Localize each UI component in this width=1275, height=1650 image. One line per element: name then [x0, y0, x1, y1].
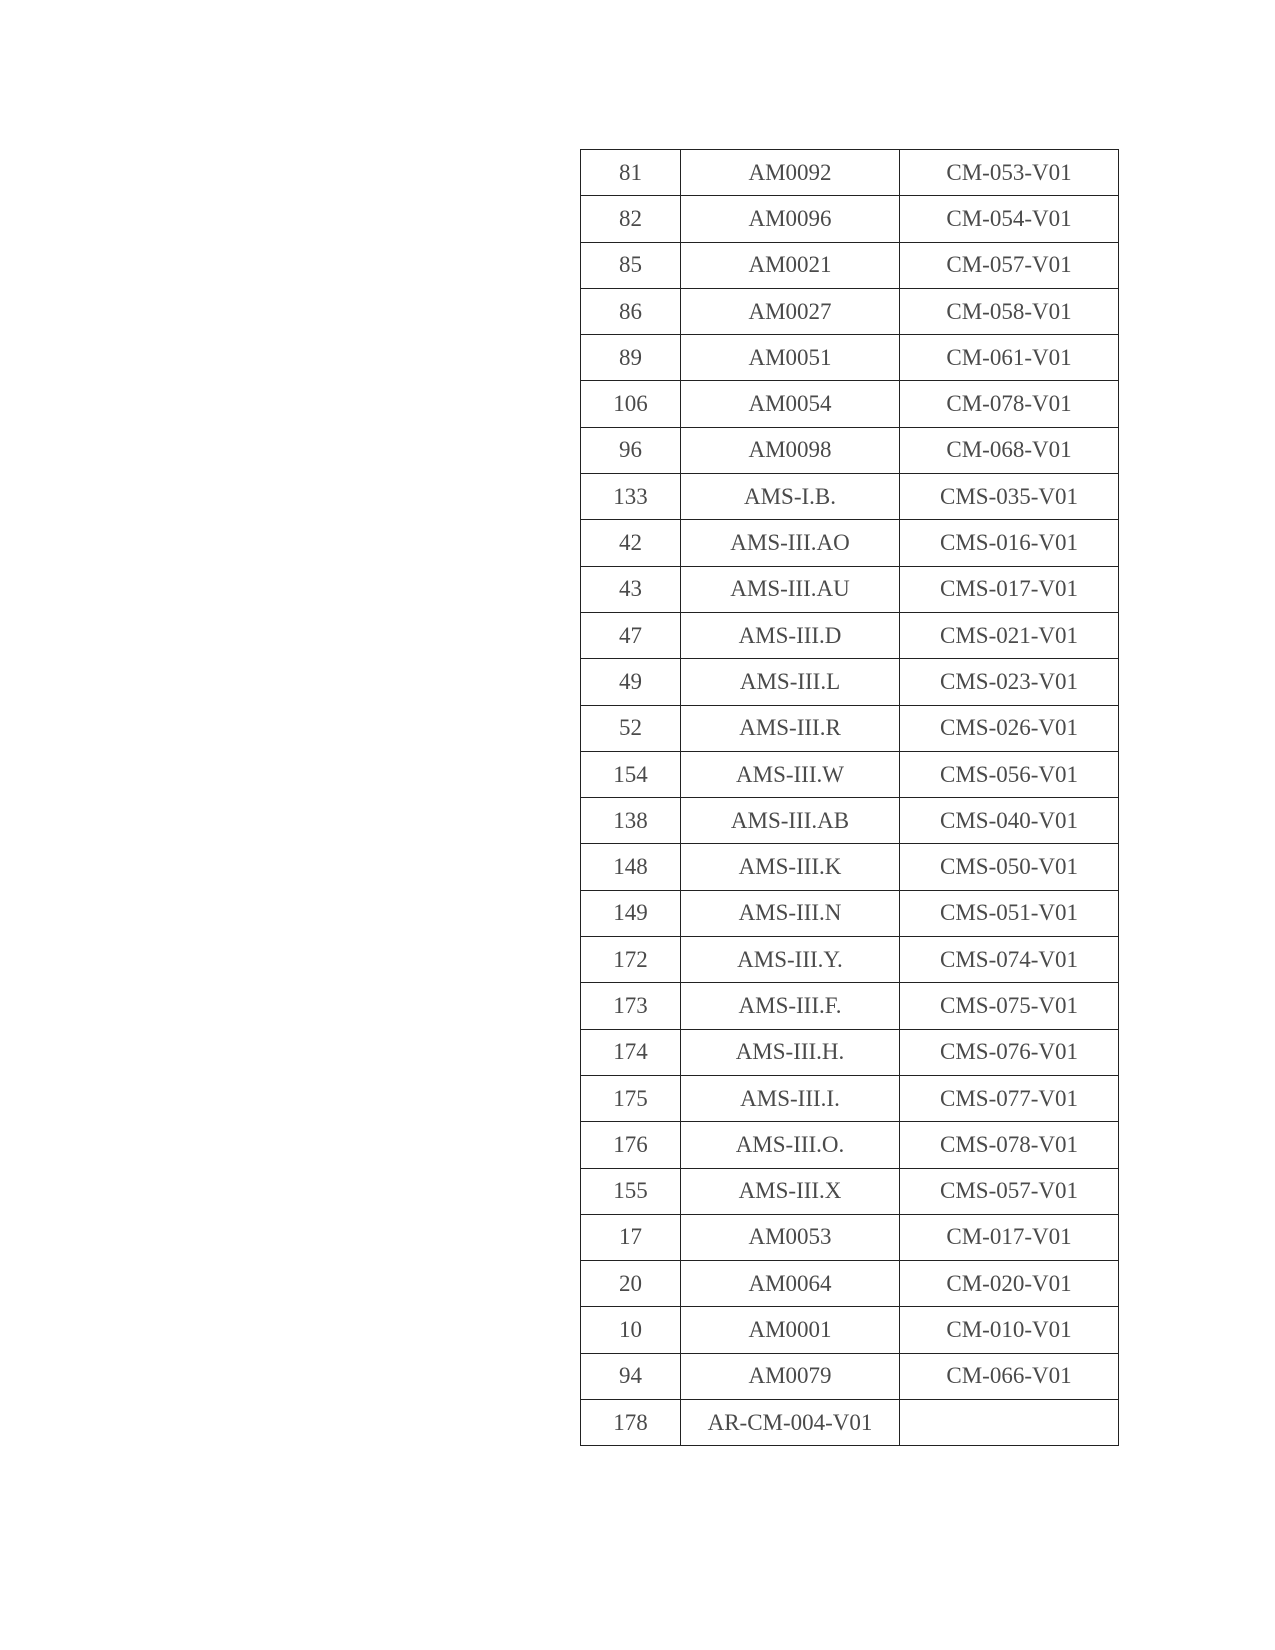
methodology-code-cell: AMS-III.H.: [681, 1029, 900, 1075]
methodology-code-cell: AMS-III.AO: [681, 520, 900, 566]
consolidated-code-cell: CMS-040-V01: [900, 798, 1119, 844]
methodology-table: [580, 149, 1119, 1446]
methodology-code-cell: AM0053: [681, 1214, 900, 1260]
consolidated-code-cell: CM-017-V01: [900, 1214, 1119, 1260]
consolidated-code-cell: CM-078-V01: [900, 381, 1119, 427]
table-row: [581, 890, 1119, 936]
row-number-cell: 148: [581, 844, 681, 890]
methodology-code-cell: AMS-III.X: [681, 1168, 900, 1214]
row-number-cell: 155: [581, 1168, 681, 1214]
table-row: [581, 335, 1119, 381]
consolidated-code-cell: CMS-077-V01: [900, 1075, 1119, 1121]
row-number-cell: 133: [581, 474, 681, 520]
consolidated-code-cell: CMS-026-V01: [900, 705, 1119, 751]
row-number-cell: 81: [581, 150, 681, 196]
methodology-code-cell: AMS-III.AB: [681, 798, 900, 844]
consolidated-code-cell: CM-054-V01: [900, 196, 1119, 242]
table-row: [581, 1029, 1119, 1075]
table-row: [581, 566, 1119, 612]
table-row: [581, 1214, 1119, 1260]
table-row: [581, 705, 1119, 751]
table-row: [581, 1261, 1119, 1307]
row-number-cell: 86: [581, 288, 681, 334]
consolidated-code-cell: CMS-076-V01: [900, 1029, 1119, 1075]
table-row: [581, 659, 1119, 705]
row-number-cell: 175: [581, 1075, 681, 1121]
row-number-cell: 43: [581, 566, 681, 612]
row-number-cell: 20: [581, 1261, 681, 1307]
row-number-cell: 138: [581, 798, 681, 844]
table-row: [581, 798, 1119, 844]
consolidated-code-cell: CM-010-V01: [900, 1307, 1119, 1353]
consolidated-code-cell: CMS-075-V01: [900, 983, 1119, 1029]
consolidated-code-cell: CMS-057-V01: [900, 1168, 1119, 1214]
consolidated-code-cell: CMS-074-V01: [900, 937, 1119, 983]
consolidated-code-cell: CMS-017-V01: [900, 566, 1119, 612]
row-number-cell: 47: [581, 612, 681, 658]
table-row: [581, 288, 1119, 334]
table-row: [581, 427, 1119, 473]
consolidated-code-cell: CMS-035-V01: [900, 474, 1119, 520]
table-row: [581, 381, 1119, 427]
methodology-code-cell: AMS-III.Y.: [681, 937, 900, 983]
table-row: [581, 1353, 1119, 1399]
table-row: [581, 612, 1119, 658]
table-row: [581, 751, 1119, 797]
methodology-code-cell: AMS-III.I.: [681, 1075, 900, 1121]
consolidated-code-cell: CMS-050-V01: [900, 844, 1119, 890]
consolidated-code-cell: CMS-056-V01: [900, 751, 1119, 797]
row-number-cell: 96: [581, 427, 681, 473]
table-row: [581, 1075, 1119, 1121]
consolidated-code-cell: CMS-016-V01: [900, 520, 1119, 566]
table-row: [581, 1168, 1119, 1214]
row-number-cell: 17: [581, 1214, 681, 1260]
consolidated-code-cell: CM-053-V01: [900, 150, 1119, 196]
consolidated-code-cell: CMS-078-V01: [900, 1122, 1119, 1168]
row-number-cell: 89: [581, 335, 681, 381]
methodology-code-cell: AM0096: [681, 196, 900, 242]
table-row: [581, 520, 1119, 566]
methodology-code-cell: AMS-III.W: [681, 751, 900, 797]
methodology-code-cell: AMS-I.B.: [681, 474, 900, 520]
methodology-code-cell: AM0001: [681, 1307, 900, 1353]
row-number-cell: 174: [581, 1029, 681, 1075]
consolidated-code-cell: CMS-021-V01: [900, 612, 1119, 658]
consolidated-code-cell: CM-066-V01: [900, 1353, 1119, 1399]
methodology-code-cell: AM0092: [681, 150, 900, 196]
methodology-code-cell: AM0021: [681, 242, 900, 288]
consolidated-code-cell: [900, 1400, 1119, 1446]
row-number-cell: 10: [581, 1307, 681, 1353]
row-number-cell: 172: [581, 937, 681, 983]
consolidated-code-cell: CMS-023-V01: [900, 659, 1119, 705]
table-row: [581, 150, 1119, 196]
row-number-cell: 106: [581, 381, 681, 427]
methodology-code-cell: AMS-III.N: [681, 890, 900, 936]
methodology-code-cell: AMS-III.K: [681, 844, 900, 890]
row-number-cell: 176: [581, 1122, 681, 1168]
consolidated-code-cell: CM-020-V01: [900, 1261, 1119, 1307]
consolidated-code-cell: CM-058-V01: [900, 288, 1119, 334]
row-number-cell: 82: [581, 196, 681, 242]
consolidated-code-cell: CM-057-V01: [900, 242, 1119, 288]
consolidated-code-cell: CM-061-V01: [900, 335, 1119, 381]
row-number-cell: 42: [581, 520, 681, 566]
methodology-code-cell: AMS-III.D: [681, 612, 900, 658]
table-row: [581, 844, 1119, 890]
table-row: [581, 983, 1119, 1029]
table-row: [581, 242, 1119, 288]
methodology-code-cell: AR-CM-004-V01: [681, 1400, 900, 1446]
table-row: [581, 1400, 1119, 1446]
methodology-code-cell: AM0098: [681, 427, 900, 473]
row-number-cell: 49: [581, 659, 681, 705]
table-row: [581, 1122, 1119, 1168]
consolidated-code-cell: CMS-051-V01: [900, 890, 1119, 936]
methodology-code-cell: AM0054: [681, 381, 900, 427]
methodology-code-cell: AMS-III.O.: [681, 1122, 900, 1168]
table-body: [581, 150, 1119, 1446]
row-number-cell: 85: [581, 242, 681, 288]
row-number-cell: 149: [581, 890, 681, 936]
table-row: [581, 937, 1119, 983]
methodology-code-cell: AMS-III.L: [681, 659, 900, 705]
methodology-code-cell: AM0027: [681, 288, 900, 334]
methodology-code-cell: AMS-III.F.: [681, 983, 900, 1029]
table-row: [581, 196, 1119, 242]
row-number-cell: 173: [581, 983, 681, 1029]
methodology-code-cell: AM0064: [681, 1261, 900, 1307]
row-number-cell: 154: [581, 751, 681, 797]
row-number-cell: 178: [581, 1400, 681, 1446]
table-row: [581, 1307, 1119, 1353]
methodology-code-cell: AM0051: [681, 335, 900, 381]
methodology-code-cell: AMS-III.R: [681, 705, 900, 751]
methodology-code-cell: AMS-III.AU: [681, 566, 900, 612]
consolidated-code-cell: CM-068-V01: [900, 427, 1119, 473]
row-number-cell: 52: [581, 705, 681, 751]
methodology-code-cell: AM0079: [681, 1353, 900, 1399]
row-number-cell: 94: [581, 1353, 681, 1399]
table-row: [581, 474, 1119, 520]
